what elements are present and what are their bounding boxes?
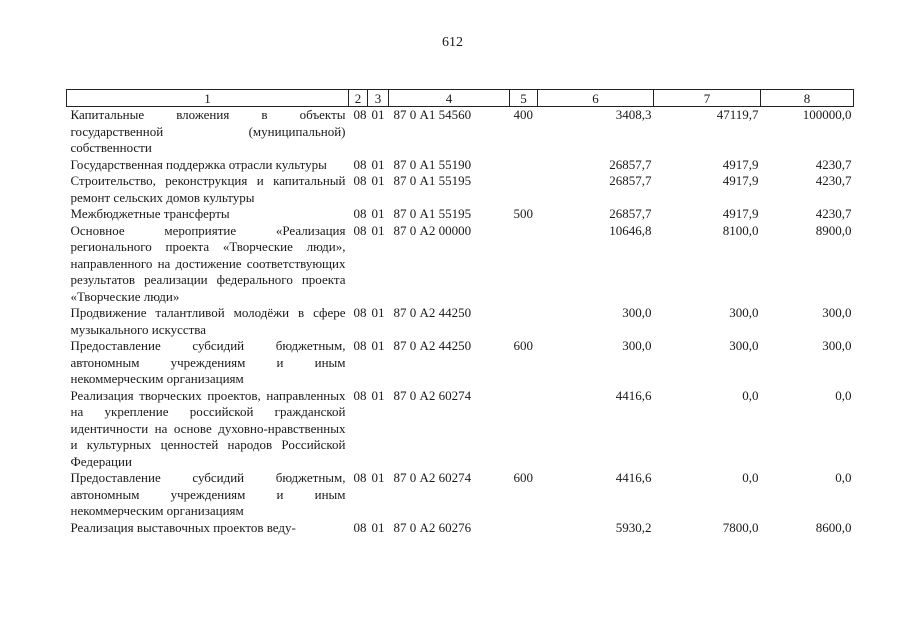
row-name: Реализация творческих проектов, направленных на укрепление российской гражданской идентичности на основе духовно-нравственных и культурных ценностей народов Российской Федерации [70, 387, 346, 469]
table-row [67, 223, 854, 306]
row-target-article: 87 0 А1 55195 [393, 206, 472, 221]
column-header-8: 8 [761, 90, 854, 107]
row-expense-type: 600 [513, 470, 533, 485]
row-amount-7: 4917,9 [722, 156, 759, 172]
row-amount-6: 5930,2 [615, 519, 652, 535]
row-section: 08 [353, 222, 367, 238]
table-row [67, 338, 854, 388]
row-target-article: 87 0 А2 60274 [393, 387, 472, 403]
row-amount-6: 26857,7 [609, 156, 652, 172]
row-expense-type [510, 520, 538, 537]
page-number: 612 [442, 35, 463, 50]
row-expense-type [510, 223, 538, 306]
row-amount-6: 3408,3 [615, 107, 652, 122]
table-row [67, 173, 854, 206]
row-section: 08 [353, 338, 367, 353]
row-section: 08 [353, 206, 367, 221]
row-amount-8: 300,0 [822, 305, 852, 320]
row-amount-7: 0,0 [742, 470, 759, 485]
row-amount-8: 8600,0 [815, 519, 852, 535]
row-amount-7: 47119,7 [716, 107, 759, 122]
row-amount-6: 10646,8 [609, 222, 652, 238]
row-target-article: 87 0 А1 55195 [393, 173, 472, 188]
row-expense-type: 500 [513, 206, 533, 221]
row-section: 08 [353, 107, 367, 122]
row-amount-7: 8100,0 [722, 222, 759, 238]
row-amount-7: 4917,9 [722, 173, 759, 188]
row-amount-6: 4416,6 [615, 387, 652, 403]
row-amount-6: 26857,7 [609, 206, 652, 221]
row-target-article: 87 0 А2 00000 [393, 222, 472, 238]
row-target-article: 87 0 А2 44250 [393, 305, 472, 320]
column-header-1: 1 [67, 90, 349, 107]
column-header-4: 4 [389, 90, 510, 107]
column-header-7: 7 [654, 90, 761, 107]
row-name: Реализация выставочных проектов веду- [70, 519, 296, 535]
row-section: 08 [353, 156, 367, 172]
row-amount-8: 100000,0 [802, 107, 852, 122]
row-subsection: 01 [371, 338, 385, 353]
column-header-2: 2 [349, 90, 368, 107]
table-row [67, 388, 854, 471]
row-expense-type [510, 173, 538, 206]
row-amount-6: 300,0 [622, 338, 652, 353]
row-expense-type [510, 388, 538, 471]
row-target-article: 87 0 А2 60274 [393, 470, 472, 485]
row-amount-7: 300,0 [729, 338, 759, 353]
row-amount-7: 300,0 [729, 305, 759, 320]
row-section: 08 [353, 387, 367, 403]
budget-table [66, 89, 854, 536]
table-row [67, 305, 854, 338]
row-amount-8: 0,0 [835, 387, 852, 403]
row-target-article: 87 0 А1 54560 [393, 107, 472, 122]
row-subsection: 01 [371, 222, 385, 238]
row-subsection: 01 [371, 305, 385, 320]
row-name: Основное мероприятие «Реализация регионального проекта «Творческие люди», направленного на достижение соответствующих результатов реализации федерального проекта «Творческие люди» [70, 222, 346, 304]
table-row [67, 107, 854, 157]
row-expense-type [510, 157, 538, 174]
row-amount-8: 4230,7 [815, 206, 852, 221]
row-subsection: 01 [371, 156, 385, 172]
row-subsection: 01 [371, 107, 385, 122]
row-section: 08 [353, 470, 367, 485]
row-amount-6: 26857,7 [609, 173, 652, 188]
row-name: Государственная поддержка отрасли культуры [70, 156, 327, 172]
row-subsection: 01 [371, 206, 385, 221]
row-target-article: 87 0 А2 44250 [393, 338, 472, 353]
column-header-3: 3 [368, 90, 389, 107]
row-section: 08 [353, 305, 367, 320]
column-header-6: 6 [538, 90, 654, 107]
header-row [67, 90, 854, 107]
row-expense-type [510, 305, 538, 338]
row-target-article: 87 0 А2 60276 [393, 519, 472, 535]
row-amount-7: 0,0 [742, 387, 759, 403]
row-expense-type: 400 [513, 107, 533, 122]
row-name: Предоставление субсидий бюджетным, автономным учреждениям и иным некоммерческим организациям [70, 338, 346, 386]
row-subsection: 01 [371, 470, 385, 485]
row-section: 08 [353, 173, 367, 188]
row-amount-8: 300,0 [822, 338, 852, 353]
row-name: Межбюджетные трансферты [70, 206, 230, 221]
row-amount-8: 0,0 [835, 470, 852, 485]
row-name: Капитальные вложения в объекты государственной (муниципальной) собственности [70, 107, 346, 155]
row-amount-6: 4416,6 [615, 470, 652, 485]
row-section: 08 [353, 519, 367, 535]
table-row [67, 470, 854, 520]
table-row [67, 206, 854, 223]
row-expense-type: 600 [513, 338, 533, 353]
row-amount-7: 4917,9 [722, 206, 759, 221]
row-name: Строительство, реконструкция и капитальный ремонт сельских домов культуры [70, 173, 346, 205]
row-subsection: 01 [371, 173, 385, 188]
row-amount-7: 7800,0 [722, 519, 759, 535]
row-subsection: 01 [371, 387, 385, 403]
row-amount-8: 8900,0 [815, 222, 852, 238]
table-row [67, 520, 854, 537]
row-target-article: 87 0 А1 55190 [393, 156, 472, 172]
table-row [67, 157, 854, 174]
row-name: Предоставление субсидий бюджетным, автономным учреждениям и иным некоммерческим организациям [70, 470, 346, 518]
row-name: Продвижение талантливой молодёжи в сфере музыкального искусства [70, 305, 346, 337]
column-header-5: 5 [510, 90, 538, 107]
row-amount-8: 4230,7 [815, 156, 852, 172]
row-amount-6: 300,0 [622, 305, 652, 320]
row-amount-8: 4230,7 [815, 173, 852, 188]
row-subsection: 01 [371, 519, 385, 535]
